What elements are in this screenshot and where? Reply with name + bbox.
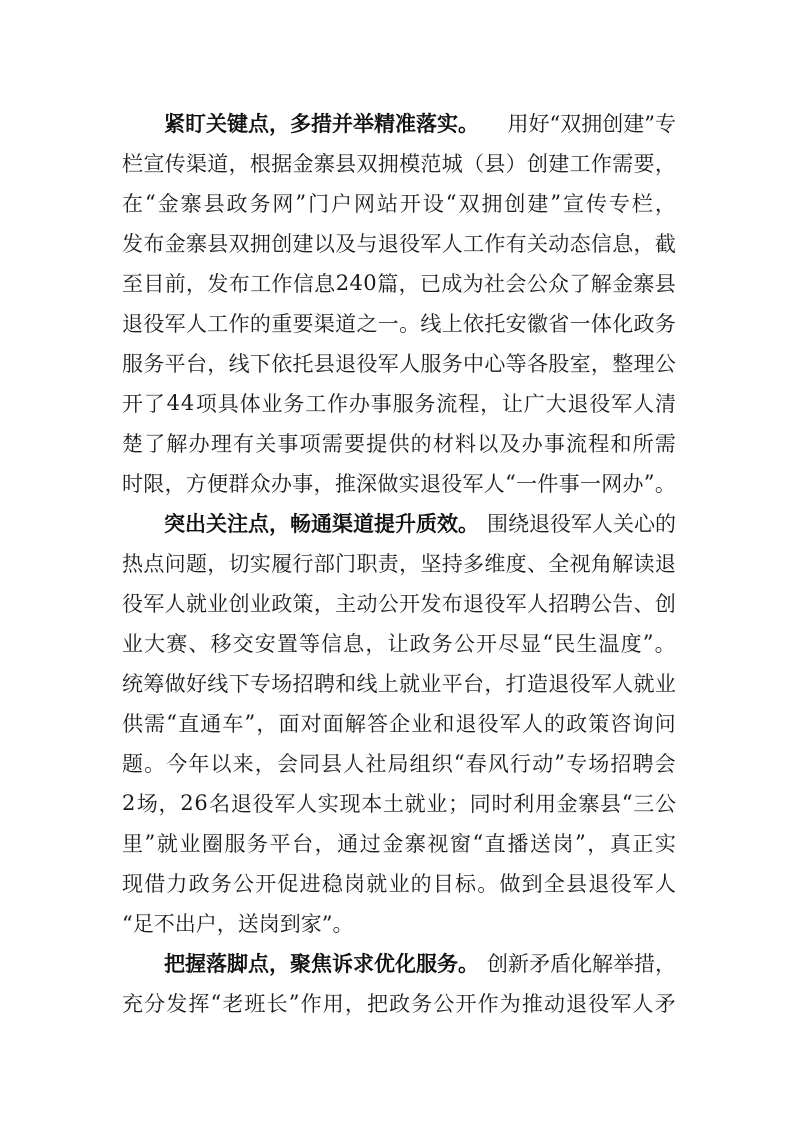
paragraph-1-heading: 紧盯关键点，多措并举精准落实。 [164,112,479,136]
paragraph-3-line-2: 充 分 发 挥 “ 老 班 长 ” 作 用 ， 把 政 务 公 开 作 为 推 动 退 役 军 人 矛 [122,991,676,1016]
paragraph-1-line-3: 在 “ 金 寨 县 政 务 网 ” 门 户 网 站 开 设 “ 双 拥 创 建 ” 宣 传 专 栏 ， [122,191,676,216]
paragraph-2-line-9: 里 ” 就 业 圈 服 务 平 台 ， 通 过 金 寨 视 窗 “ 直 播 送 岗 ” ， 真 正 实 [122,831,676,856]
paragraph-2-line-10: 现 借 力 政 务 公 开 促 进 稳 岗 就 业 的 目 标 。 做 到 全 县 退 役 军 人 [122,872,676,896]
paragraph-2-line-3: 役 军 人 就 业 创 业 政 策 ， 主 动 公 开 发 布 退 役 军 人 招 聘 公 告 、 创 [122,592,676,616]
paragraph-2-line-11: “足不出户，送岗到家”。 [122,912,354,936]
paragraph-1-line-6: 退 役 军 人 工 作 的 重 要 渠 道 之 一 。 线 上 依 托 安 徽 省 一 体 化 政 务 [122,312,676,336]
paragraph-1-line-2: 栏 宣 传 渠 道 ， 根 据 金 寨 县 双 拥 模 范 城 （ 县 ） 创 建 工 作 需 要 ， [122,152,676,176]
paragraph-1-line-5: 至 目 前 ， 发 布 工 作 信 息 2 4 0 篇 ， 已 成 为 社 会 公 众 了 解 金 寨 县 [122,271,676,296]
paragraph-2-line-1 [164,503,676,543]
paragraph-2-line-2: 热 点 问 题 ， 切 实 履 行 部 门 职 责 ， 坚 持 多 维 度 、 全 视 角 解 读 退 [122,552,676,576]
paragraph-1-line-10: 时 限 ， 方 便 群 众 办 事 ， 推 深 做 实 退 役 军 人 “ 一 件 事 一 网 办 ” 。 [122,471,676,496]
paragraph-2-line-4: 业 大 赛 、 移 交 安 置 等 信 息 ， 让 政 务 公 开 尽 显 “ 民 生 温 度 ” 。 [122,631,676,656]
paragraph-1-line-7: 服 务 平 台 ， 线 下 依 托 县 退 役 军 人 服 务 中 心 等 各 股 室 ， 整 理 公 [122,352,676,376]
paragraph-1-line-8: 开 了 4 4 项 具 体 业 务 工 作 办 事 服 务 流 程 ， 让 广 大 退 役 军 人 清 [122,391,676,416]
paragraph-2-text: 围绕退役军人关心的 [487,512,676,536]
paragraph-2-line-6: 供 需 “ 直 通 车 ” ， 面 对 面 解 答 企 业 和 退 役 军 人 的 政 策 咨 询 问 [122,711,676,736]
paragraph-2-line-8: 2 场 ， 2 6 名 退 役 军 人 实 现 本 土 就 业 ； 同 时 利 用 金 寨 县 “ 三 公 [122,791,676,816]
paragraph-2-line-7: 题 。 今 年 以 来 ， 会 同 县 人 社 局 组 织 “ 春 风 行 动 ” 专 场 招 聘 会 [122,751,676,776]
paragraph-1-text: 用好“双拥创建”专 [507,112,676,136]
paragraph-3-heading: 把握落脚点，聚焦诉求优化服务。 [164,952,479,976]
paragraph-1-line-1 [164,103,676,143]
paragraph-3-line-1 [164,943,676,983]
paragraph-1-line-9: 楚 了 解 办 理 有 关 事 项 需 要 提 供 的 材 料 以 及 办 事 流 程 和 所 需 [122,432,676,456]
paragraph-2-heading: 突出关注点，畅通渠道提升质效。 [164,512,479,536]
paragraph-3-text: 创新矛盾化解举措， [487,952,676,976]
paragraph-2-line-5: 统 筹 做 好 线 下 专 场 招 聘 和 线 上 就 业 平 台 ， 打 造 退 役 军 人 就 业 [122,672,676,696]
paragraph-1-line-4: 发 布 金 寨 县 双 拥 创 建 以 及 与 退 役 军 人 工 作 有 关 动 态 信 息 ， 截 [122,232,676,256]
